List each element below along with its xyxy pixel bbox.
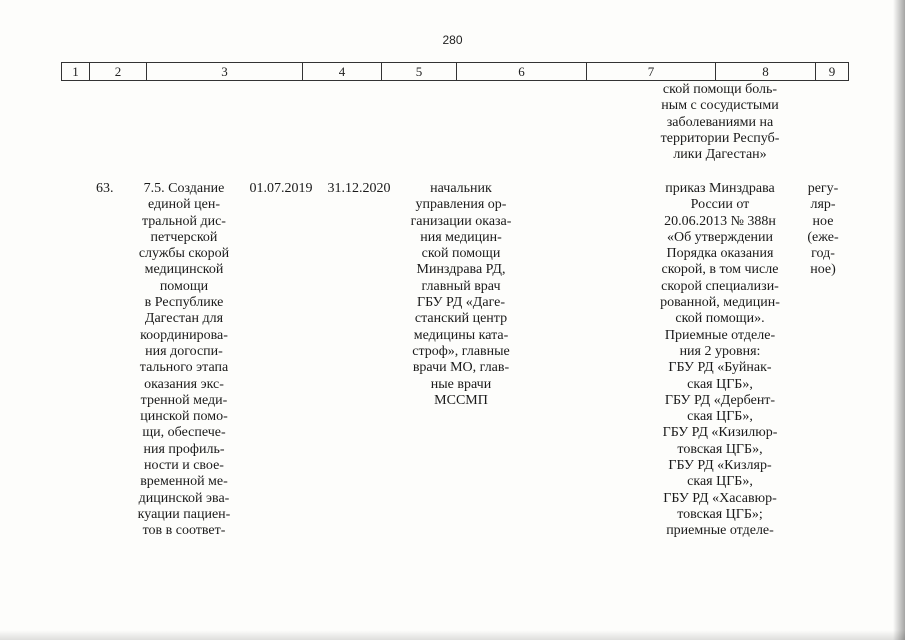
continuation-basis-text: ской помощи боль- ным с сосудистыми заболеваниями на территории Респуб- лики Дагестан» — [660, 82, 780, 163]
header-col-4: 4 — [302, 63, 381, 80]
row-number: 63. — [96, 181, 114, 196]
header-col-2: 2 — [89, 63, 146, 80]
legal-basis: приказ Минздрава России от 20.06.2013 № 388н «Об утверждении Порядка оказания скорой, в том числе скорой специализи- рованной, медицин- ской помощи». Приемные отделе- ния 2 уровня: ГБУ РД «Буйнак- ская ЦГБ», ГБУ РД «Дербент- ская ЦГБ», ГБУ РД «Кизилюр- товская ЦГБ», ГБУ РД «Кизляр- ская ЦГБ», ГБУ РД «Хасавюр- товская ЦГБ»; приемные отделе- — [660, 181, 780, 539]
header-col-1: 1 — [61, 63, 89, 80]
header-col-5: 5 — [381, 63, 456, 80]
header-col-3: 3 — [146, 63, 302, 80]
scan-bottom-shadow — [0, 630, 905, 640]
header-col-7: 7 — [586, 63, 715, 80]
header-col-9: 9 — [815, 63, 849, 80]
table-header-row — [61, 62, 849, 81]
start-date: 01.07.2019 — [249, 181, 313, 196]
end-date: 31.12.2020 — [327, 181, 391, 196]
page-number: 280 — [442, 33, 463, 47]
header-col-6: 6 — [456, 63, 586, 80]
event-description: 7.5. Создание единой цен- тральной дис- петчерской службы скорой медицинской помощи в Республике Дагестан для координирова- ния догоспи- тального этапа оказания экс- тренной меди- цинской помо- щи, обеспече- ния профиль- ности и свое- временной ме- дицинской эва- куации пациен- тов в соответ- — [137, 181, 231, 539]
responsible-persons: начальник управления ор- ганизации оказа- ния медицин- ской помощи Минздрава РД, главный врач ГБУ РД «Даге- станский центр медицины ката- строф», главные врачи МО, глав- ные врачи МССМП — [410, 181, 512, 408]
header-col-8: 8 — [715, 63, 815, 80]
scan-edge-shadow — [893, 0, 905, 640]
periodicity: регу- ляр- ное (еже- год- ное) — [807, 181, 839, 278]
